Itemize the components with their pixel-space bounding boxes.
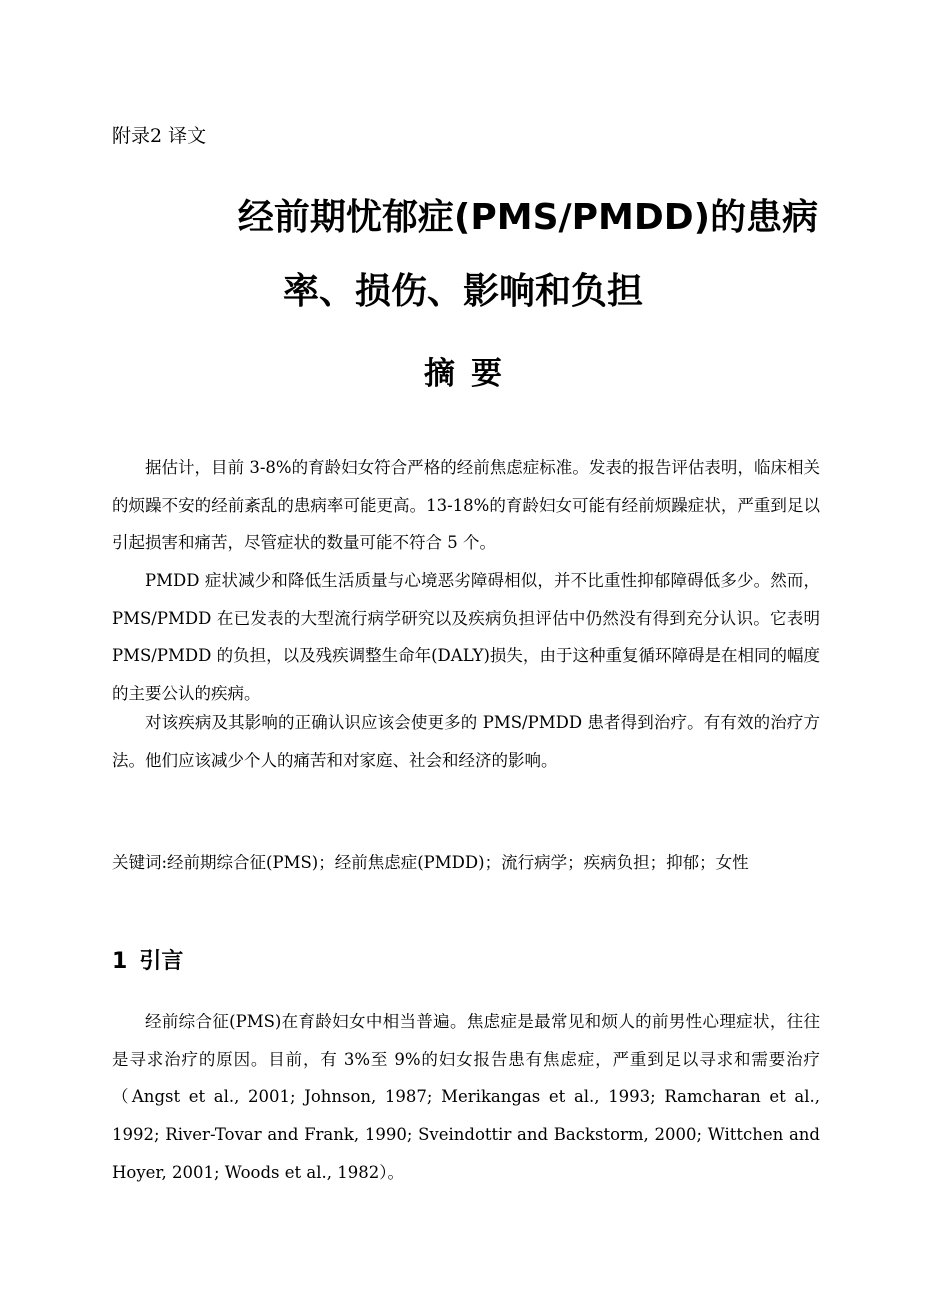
section-number: 1 [112, 949, 128, 974]
document-title-line-1: 经前期忧郁症(PMS/PMDD)的患病 [237, 197, 819, 238]
introduction-paragraph: 经前综合征(PMS)在育龄妇女中相当普遍。焦虑症是最常见和烦人的前男性心理症状，往往是寻求治疗的原因。目前，有 3%至 9%的妇女报告患有焦虑症，严重到足以寻求和需要治疗（Angst et al., 2001; Johnson, 1987; Merikangas et al., 1993; Ramcharan et al., 1992; River-Tovar and Frank, 1990; Sveindottir and Backstorm, 2000; Wittchen and Hoyer, 2001; Woods et al., 1982）。 [112, 1012, 820, 1182]
section-title: 引言 [139, 949, 184, 974]
keywords-line: 关键词:经前期综合征(PMS)；经前焦虑症(PMDD)；流行病学；疾病负担；抑郁；女性 [112, 853, 749, 872]
document-title-line-2: 率、损伤、影响和负担 [282, 271, 643, 312]
abstract-heading: 摘要 [424, 356, 518, 392]
abstract-paragraph: PMDD 症状减少和降低生活质量与心境恶劣障碍相似，并不比重性抑郁障碍低多少。然而，PMS/PMDD 在已发表的大型流行病学研究以及疾病负担评估中仍然没有得到充分认识。它表明 PMS/PMDD 的负担，以及残疾调整生命年(DALY)损失，由于这种重复循环障碍是在相同的幅度的主要公认的疾病。 [112, 571, 820, 704]
abstract-paragraph: 对该疾病及其影响的正确认识应该会使更多的 PMS/PMDD 患者得到治疗。有有效的治疗方法。他们应该减少个人的痛苦和对家庭、社会和经济的影响。 [112, 713, 820, 770]
abstract-paragraph: 据估计，目前 3-8%的育龄妇女符合严格的经前焦虑症标准。发表的报告评估表明，临床相关的烦躁不安的经前紊乱的患病率可能更高。13-18%的育龄妇女可能有经前烦躁症状，严重到足以引起损害和痛苦，尽管症状的数量可能不符合 5 个。 [112, 458, 820, 553]
section-heading [112, 945, 183, 979]
appendix-label: 附录2 译文 [112, 125, 207, 147]
